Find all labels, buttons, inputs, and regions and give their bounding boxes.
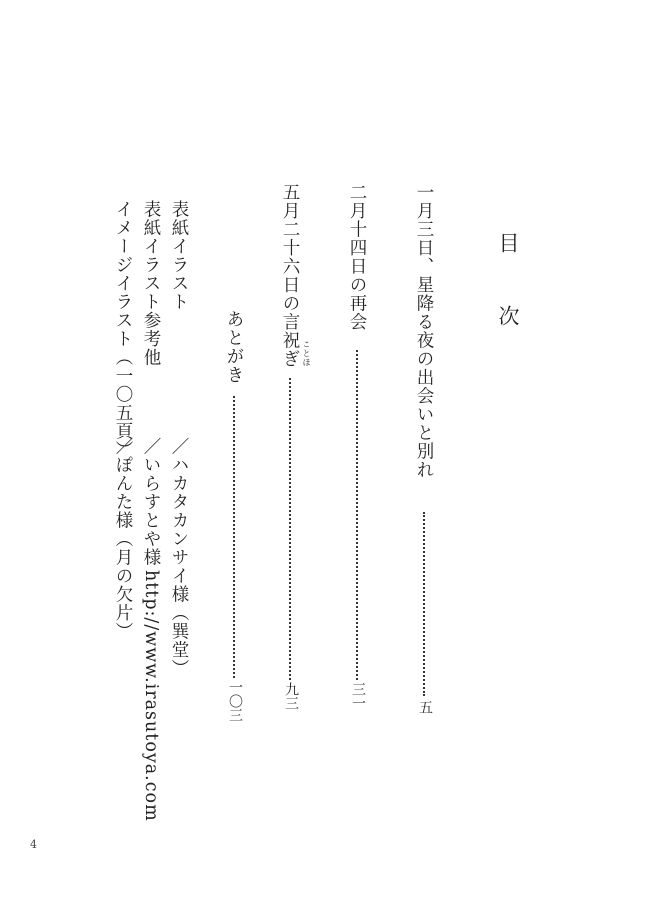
credit-name: ／いらすとや様	[141, 437, 161, 567]
toc-entry-title: あとがき	[224, 310, 244, 384]
toc-leader-dots	[289, 378, 291, 680]
toc-entry-title: 二月十四日の再会	[347, 183, 367, 331]
toc-entry-title: 一月三日、星降る夜の出会いと別れ	[414, 183, 434, 479]
toc-page-number: 三一	[350, 682, 366, 710]
credit-url-link[interactable]: http://www.irasutoya.com	[141, 570, 161, 822]
toc-title: 目次	[496, 232, 520, 378]
credit-name: ／ぽんた様（月の欠片）	[113, 437, 133, 641]
toc-leader-dots	[423, 512, 425, 696]
toc-page-number: 五	[417, 700, 433, 714]
toc-page-number: 一〇三	[227, 680, 243, 722]
toc-page-number: 九三	[283, 682, 299, 710]
toc-entry-title: 五月二十六日の言祝ぎ	[280, 183, 300, 368]
page-number-folio: 4	[30, 838, 37, 851]
toc-ruby: ことほ	[302, 340, 311, 367]
credit-label: 表紙イラスト参考他	[141, 200, 161, 367]
credit-name: ／ハカタカンサイ様（巽堂）	[169, 437, 189, 678]
credit-label: イメージイラスト（一〇五頁）	[113, 200, 133, 459]
toc-leader-dots	[233, 396, 235, 678]
toc-leader-dots	[356, 350, 358, 680]
credit-label: 表紙イラスト	[169, 200, 189, 311]
